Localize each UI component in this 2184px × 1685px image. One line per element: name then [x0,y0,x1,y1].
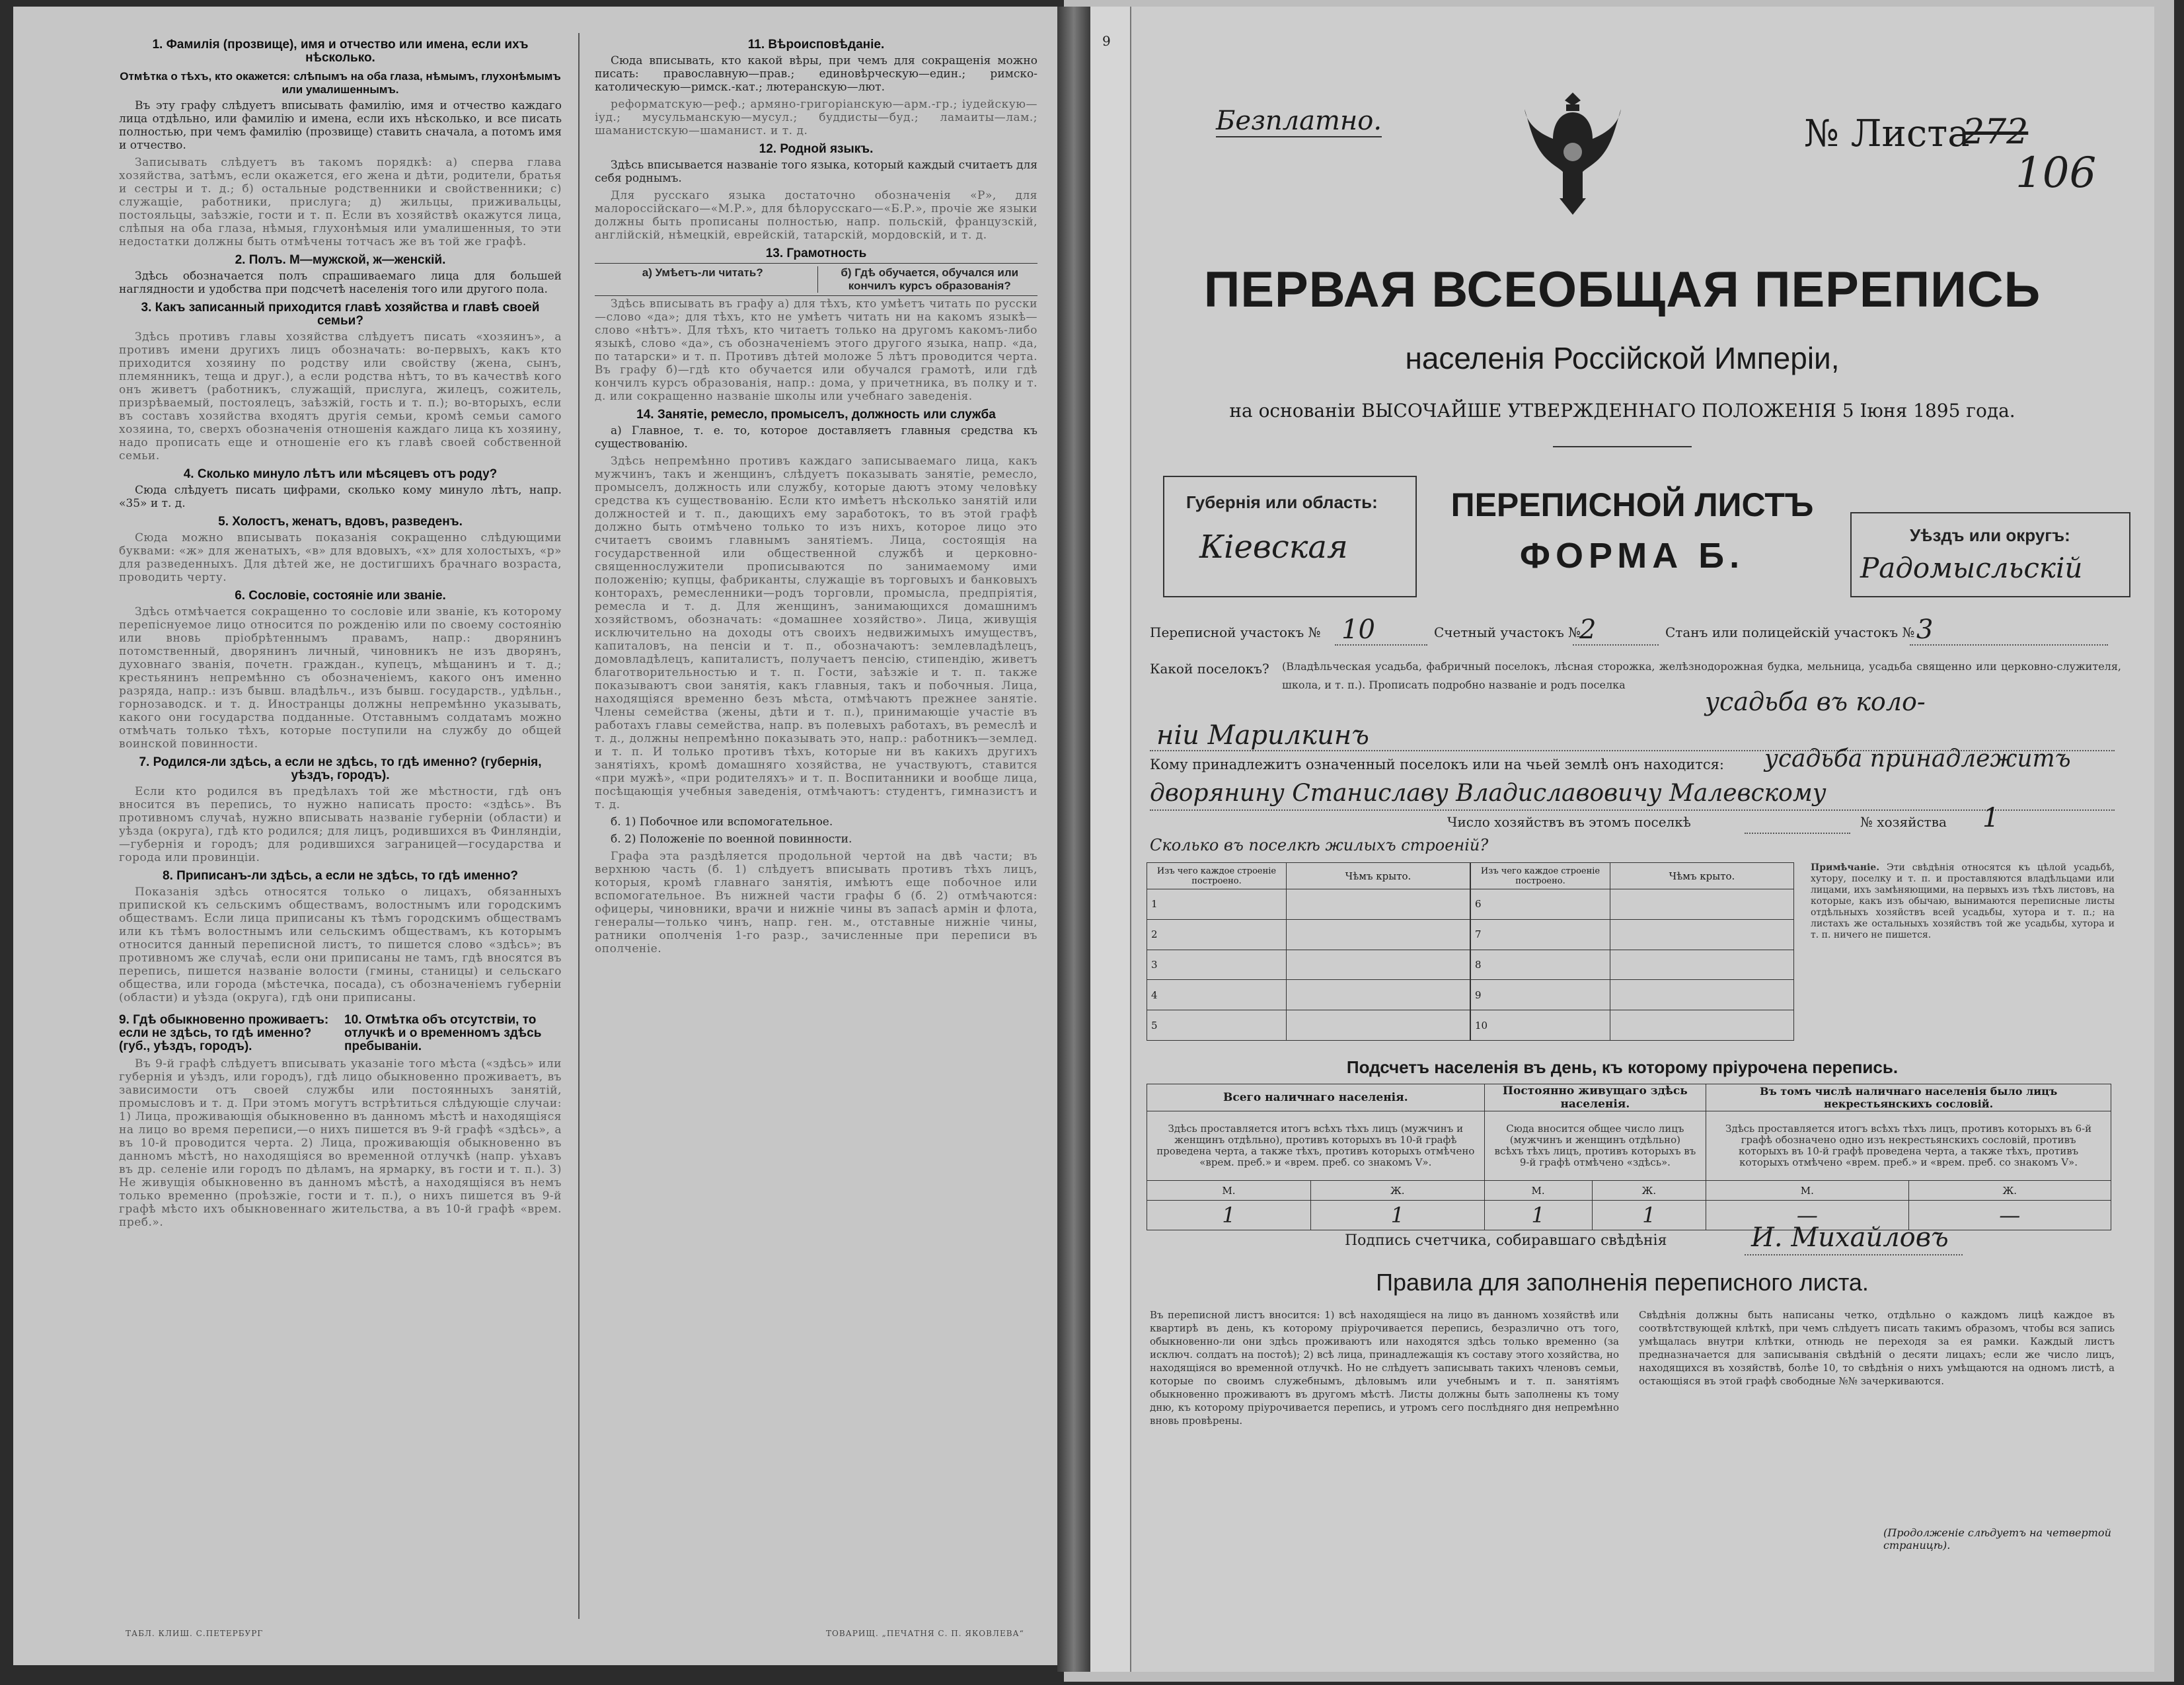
buildings-label: Сколько въ поселкѣ жилыхъ строеній? [1150,836,1489,854]
section-11-heading: 11. Вѣроисповѣданіе. [747,38,885,52]
section-1-note: Отмѣтка о тѣхъ, кто окажется: слѣпымъ на оба глаза, нѣмымъ, глухонѣмымъ или умалишеннымъ. [120,70,561,96]
section-1-body: Записывать слѣдуетъ въ такомъ порядкѣ: а) сперва глава хозяйства, затѣмъ, если окажется, его жена и дѣти, родители, братья и сестры и т. д.; б) остальные родственники и свойственники; с) служащіе, работники, прислуга; д) жильцы, приживальцы, постояльцы, заѣзжіе, гости и т. п. Если въ хозяйствѣ окажутся лица, слѣпыя на оба глаза, нѣмыя, глухонѣмыя или умалишенныя, то эти недостатки должны быть отмѣчены тотчасъ же въ той же графѣ. [119,156,562,248]
building-roof-cell[interactable] [1287,889,1470,920]
margin-strip [1090,7,1131,1672]
census-area-label: Переписной участокъ № [1150,624,1321,640]
census-basis: на основаніи ВЫСОЧАЙШЕ УТВЕРЖДЕННАГО ПОЛОЖЕНІЯ 5 Іюня 1895 года. [1229,400,2015,422]
owner-value-line1[interactable]: усадьба принадлежитъ [1764,745,2071,772]
section-14-heading: 14. Занятіе, ремесло, промыселъ, должность или служба [636,408,996,422]
rules-title: Правила для заполненія переписного листа. [1376,1269,1869,1296]
tally-nonpeasant-female[interactable]: — [1908,1201,2111,1230]
section-8-body: Показанія здѣсь относятся только о лицахъ, обязанныхъ припиской къ сельскимъ обществамъ, волостнымъ или городскимъ обществамъ. Если лица приписаны къ тѣмъ городскимъ обществамъ или къ тѣмъ волостнымъ или сельскимъ обществамъ, къ которымъ относится данный переписной листъ, то пишется слово «здѣсь»; въ противномъ же случаѣ, если они приписаны не тамъ, гдѣ вносятся въ перепись, пишется названіе волости (гмины, станицы) и сельскаго общества, или города (мѣстечка, посада), съ обозначеніемъ губерніи (области) и уѣзда (округа), гдѣ они приписаны. [119,885,562,1004]
households-label: Число хозяйствъ въ этомъ поселкѣ [1447,814,1691,830]
census-subtitle: населенія Россійской Имперіи, [1405,341,1840,375]
building-roof-cell[interactable] [1610,980,1794,1010]
census-area-value[interactable]: 10 [1341,615,1375,645]
building-roof-header: Чѣмъ крыто. [1287,863,1470,889]
building-row-num: 4 [1147,980,1287,1010]
section-4-heading: 4. Сколько минуло лѣтъ или мѣсяцевъ отъ роду? [183,467,498,481]
section-12-body: Для русскаго языка достаточно обозначенія «Р», для малороссійскаго—«М.Р.», для бѣлорусскаго—«Б.Р.», прочіе же языки должны быть прописаны полностью, напр. польскій, французскій, англійскій, нѣмецкій, еврейскій, татарскій, мордовскій, и т. д. [595,189,1037,242]
building-roof-cell[interactable] [1610,950,1794,980]
building-roof-cell[interactable] [1287,950,1470,980]
buildings-note [1811,862,2115,941]
building-row-num: 1 [1147,889,1287,920]
section-5-body: Сюда можно вписывать показанія сокращенно слѣдующими буквами: «ж» для женатыхъ, «в» для вдовыхъ, «х» для холостыхъ, «р» для разведенныхъ. Для дѣтей же, не достигшихъ брачнаго возраста, проводить черту. [119,531,562,584]
female-header: Ж. [1908,1181,2111,1201]
dotline [1335,644,1427,646]
section-11-body: реформатскую—реф.; армяно-григоріанскую—арм.-гр.; іудейскую—іуд.; мусульманскую—мусул.; буддисты—буд.; ламаиты—лам.; шаманистскую—шаманист. и т. д. [595,98,1037,137]
section-6-heading: 6. Сословіе, состояніе или званіе. [235,589,446,603]
form-b-title: ФОРМА Б. [1519,536,1745,576]
sheet-number-label: № Листа [1804,112,1970,155]
section-12-text: Здѣсь вписывается названіе того языка, который каждый считаетъ для себя роднымъ. [595,159,1037,185]
section-3-body: Здѣсь противъ главы хозяйства слѣдуетъ писать «хозяинъ», а противъ имени другихъ лицъ обозначать: во-первыхъ, какъ кто приходится хозяину по родству или свойству (жена, сынъ, племянникъ, теща и друг.), а если родства нѣтъ, то въ качествѣ кого онъ живетъ (работникъ, служащій, прислуга, жилецъ, сожитель, призрѣваемый, постоялецъ, заѣзжій, гость и т. п.); во-вторыхъ, если въ составъ хозяйства входятъ другія семьи, кромѣ семьи самого хозяина, то, сверхъ обозначенія отношенія каждаго лица къ хозяину, надо прописать еще и отношеніе его къ главѣ своей собственной семьи. [119,330,562,463]
section-2-text: Здѣсь обозначается полъ спрашиваемаго лица для большей наглядности и удобства при подсчетѣ населенія того или другого пола. [119,270,562,296]
section-8-heading: 8. Приписанъ-ли здѣсь, а если не здѣсь, то гдѣ именно? [163,869,518,883]
imperial-eagle-icon [1523,86,1622,218]
building-roof-cell[interactable] [1610,1010,1794,1041]
province-value[interactable]: Кіевская [1199,529,1348,566]
sheet-number-value: 272 [1963,112,2029,152]
section-2-heading: 2. Полъ. М—мужской, ж—женскій. [235,253,446,267]
household-number-label: № хозяйства [1860,814,1947,830]
section-9-body: Въ 9-й графѣ слѣдуетъ вписывать указаніе того мѣста («здѣсь» или губернія и уѣздъ, или городъ), гдѣ лицо обыкновенно проживаетъ, въ зависимости отъ своей службы или постоянныхъ занятій, промысловъ и т. д. При этомъ могутъ встрѣтиться слѣдующіе случаи: 1) Лица, проживающія обыкновенно въ данномъ мѣстѣ и находящіяся на лицо во время переписи,—о нихъ пишется въ 9-й графѣ «здѣсь», а въ 10-й проводится черта. 2) Лица, проживающія обыкновенно въ данномъ мѣстѣ, но находящіяся во временной отлучкѣ (напр. уѣхавъ въ др. селеніе или городъ по дѣламъ, на ярмарку, въ гости и т. п.). 3) Не живущія обыкновенно въ данномъ мѣстѣ, а находящіяся въ немъ только временно (проѣзжіе, гости и т. п.), о нихъ пишется въ 9-й графѣ мѣсто ихъ обыкновеннаго жительства, а въ 10-й графѣ «врем. преб.». [119,1057,562,1229]
column-divider [578,33,580,1619]
rules-footer: (Продолженіе слѣдуетъ на четвертой страницѣ). [1883,1526,2111,1552]
buildings-table-right [1470,862,1794,1041]
section-14-body: Здѣсь непремѣнно противъ каждаго записываемаго лица, какъ мужчинъ, такъ и женщинъ, слѣдуетъ показывать занятіе, ремесло, промыселъ, должность или службу, которые даютъ этому человѣку средства къ существованію. Если кто имѣетъ нѣсколько занятій или должностей и т. п., дающихъ ему заработокъ, то въ этой графѣ должно быть отмѣчено только то изъ нихъ, которое лицо это считаетъ своимъ главнымъ занятіемъ. Лица, состоящія на государственной или общественной службѣ и церковно-священнослужители прописываются по занимаемому ими положенію; купцы, фабриканты, служащіе въ торговыхъ и банковыхъ конторахъ, ремесленники—родъ торговли, промысла, предпріятія, ремесла и т. д. Для женщинъ, занимающихся домашнимъ хозяйствомъ, обозначать: «домашнее хозяйство». Лица, живущія исключительно на доходы отъ своихъ недвижимыхъ имуществъ, капиталовъ, на пенсіи и т. п., обозначаютъ: землевладѣлецъ, домовладѣлецъ, капиталистъ, получаетъ пенсію, стипендію, живетъ благотворительностью и т. п. Гости, заѣзжіе и т. п. также показываютъ свои занятія, какъ главныя, такъ и побочныя. Лица, находящіяся временно безъ мѣста, отмѣчаютъ прежнее занятіе. Члены семейства (жены, дѣти и т. п.), принимающіе участіе въ работахъ главы семейства, напр. въ полевыхъ работахъ, въ ремеслѣ и т. д., должны непремѣнно показывать это, напр.: работникъ—землед. и т. п. И только противъ тѣхъ, которые ни въ какихъ другихъ занятіяхъ, кромѣ домашняго хозяйства, не участвуютъ, ставится «при мужѣ», «при родителяхъ» и т. п. Воспитанники и вообще лица, посѣщающія учебныя заведенія, отмѣчаютъ: студентъ, гимназистъ и т. д. [595,455,1037,811]
owner-label: Кому принадлежитъ означенный поселокъ или на чьей землѣ онъ находится: [1150,757,1724,772]
signature-value[interactable]: И. Михайловъ [1751,1222,1949,1253]
building-material-header: Изъ чего каждое строеніе построено. [1147,863,1287,889]
book-gutter [1057,7,1090,1672]
section-9-heading: 9. Гдѣ обыкновенно проживаетъ: если не здѣсь, то гдѣ именно? (губ., уѣздъ, городъ). [119,1013,329,1053]
margin-page-number: 9 [1102,33,1111,49]
tally-permanent-male[interactable]: 1 [1484,1201,1592,1230]
instructions-column-1 [119,33,562,1233]
male-header: М. [1484,1181,1592,1201]
section-6-body: Здѣсь отмѣчается сокращенно то сословіе или званіе, къ которому перепіснуемое лицо относится по рожденію или по своему состоянію или вновь пріобрѣтеннымъ правамъ, напр.: дворянинъ потомственный, дворянинъ личный, чиновникъ не изъ дворянъ, духовнаго званія, почетн. граждан., купецъ, мѣщанинъ и т. д.; крестьянинъ непремѣнно съ обозначеніемъ, какого онъ именно разряда, напр.: изъ бывш. владѣльч., изъ бывш. государств., удѣльн., горнозаводск. и т. д. Иностранцы должны непремѣнно указывать, какого они государства подданные. Отставнымъ солдатамъ можно отмѣчать только тѣхъ, которые поступили на службу до общей воинской повинности. [119,605,562,751]
building-row-num: 5 [1147,1010,1287,1041]
title-rule [1553,446,1692,447]
building-row-num: 3 [1147,950,1287,980]
settlement-label: Какой поселокъ? [1150,661,1269,677]
owner-value-line2[interactable]: дворянину Станиславу Владиславовичу Малевскому [1150,780,1826,807]
building-row-num: 7 [1471,919,1610,950]
section-12-heading: 12. Родной языкъ. [759,142,874,156]
tally-nonpeasant-male[interactable]: — [1706,1201,1908,1230]
section-1-heading: 1. Фамилія (прозвище), имя и отчество или имена, если ихъ нѣсколько. [152,38,529,65]
female-header: Ж. [1592,1181,1706,1201]
police-area-value[interactable]: 3 [1916,615,1934,645]
section-14-military-body: Графа эта раздѣляется продольной чертой на двѣ части; въ верхнюю часть (б. 1) слѣдуетъ вписывать противъ тѣхъ лицъ, которыя, кромѣ главнаго занятія, имѣютъ еще побочное или вспомогательное. Въ нижней части графы б (б. 2) отмѣчаются: офицеры, чиновники, врачи и нижніе чины въ запасѣ армін и флота, генералы—только чинъ, напр. ген. м., отставные нижніе чины, ратники ополченія 1-го разр., зачисленные при переписи въ ополченіе. [595,850,1037,955]
female-header: Ж. [1310,1181,1484,1201]
tally-nonpeasant-text: Здѣсь проставляется итогъ всѣхъ тѣхъ лицъ, противъ которыхъ въ 6-й графѣ обозначено одно изъ некрестьянскихъ сословій, противъ которыхъ въ 10-й графѣ проведена черта, а также тѣхъ, противъ которыхъ отмѣчено «врем. преб.» и «врем. преб. со знакомъ V». [1706,1111,2111,1181]
building-row-num: 8 [1471,950,1610,980]
section-7-body: Если кто родился въ предѣлахъ той же мѣстности, гдѣ онъ вносится въ перепись, то нужно написать просто: «здѣсь». Въ противномъ случаѣ, нужно вписывать названіе губерніи (области) и уѣзда (округа), гдѣ кто родился; для лицъ, родившихся въ Финляндіи,—губернія и городъ; для родившихся заграницей—государства и города или провинціи. [119,785,562,864]
building-row-num: 9 [1471,980,1610,1010]
tally-total-female[interactable]: 1 [1310,1201,1484,1230]
dotline [1745,833,1850,834]
dotline [1573,644,1659,646]
section-11-text: Сюда вписывать, кто какой вѣры, при чемъ для сокращенія можно писать: православную—прав.; единовѣрческую—един.; римско-католическую—римск.-кат.; лютеранскую—лют. [595,54,1037,94]
building-roof-cell[interactable] [1287,919,1470,950]
section-13-heading: 13. Грамотность [765,246,867,260]
tally-total-header: Всего наличнаго населенія. [1147,1084,1485,1111]
section-13b-heading: б) Гдѣ обучается, обучался или кончилъ курсъ образованія? [817,266,1038,293]
tally-total-male[interactable]: 1 [1147,1201,1311,1230]
signature-label: Подпись счетчика, собиравшаго свѣдѣнія [1345,1232,1667,1249]
tally-permanent-text: Сюда вносится общее число лицъ (мужчинъ и женщинъ отдѣльно) всѣхъ тѣхъ лицъ, противъ которыхъ въ 9-й графѣ отмѣчено «здѣсь». [1484,1111,1706,1181]
right-imprint: ТОВАРИЩ. „ПЕЧАТНЯ С. П. ЯКОВЛЕВА“ [826,1629,1024,1638]
tally-title: Подсчетъ населенія въ день, къ которому пріурочена перепись. [1346,1057,1899,1077]
male-header: М. [1147,1181,1311,1201]
rules-right-column: Свѣдѣнія должны быть написаны четко, отдѣльно о каждомъ лицѣ каждое въ соотвѣтствующей клѣткѣ, при чемъ слѣдуетъ писать такимъ образомъ, чтобы вся запись умѣщалась внутри клѣтки, отнюдь не переходя за ея рамки. Каждый листъ предназначается для записыванія свѣдѣній о десяти лицахъ; если же число лицъ, находящихся въ хозяйствѣ, болѣе 10, то свѣдѣнія о нихъ умѣщаются на одномъ листѣ, а остающіяся въ этой графѣ свободные №№ зачеркиваются. [1639,1309,2115,1387]
building-row-num: 10 [1471,1010,1610,1041]
section-14b-heading: б. 1) Побочное или вспомогательное. [611,815,833,829]
building-roof-cell[interactable] [1610,889,1794,920]
section-5-heading: 5. Холостъ, женатъ, вдовъ, разведенъ. [218,515,463,529]
note-text: Эти свѣдѣнія относятся къ цѣлой усадьбѣ, хутору, поселку и т. п. и проставляются владѣльцами или лицами, ихъ замѣняющими, на первыхъ изъ тѣхъ листовъ, на которые, какъ изъ обычаю, вынимаются переписные листы отдѣльныхъ хозяйствъ всей усадьбы, хутора и т. п.; на листахъ же остальныхъ хозяйствъ той же усадьбы, хутора и т. п. ничего не пишется. [1811,862,2115,940]
counting-area-label: Счетный участокъ № [1434,624,1581,640]
tally-permanent-female[interactable]: 1 [1592,1201,1706,1230]
tally-nonpeasant-header: Въ томъ числѣ наличнаго населенія было лицъ некрестьянскихъ сословій. [1706,1084,2111,1111]
tally-permanent-header: Постоянно живущаго здѣсь населенія. [1484,1084,1706,1111]
building-roof-cell[interactable] [1287,1010,1470,1041]
note-title: Примѣчаніе. [1811,862,1880,873]
police-area-label: Станъ или полицейскій участокъ № [1665,624,1915,640]
district-label: Уѣздъ или округъ: [1910,525,2070,545]
building-material-header: Изъ чего каждое строеніе построено. [1471,863,1610,889]
instructions-column-2 [595,33,1037,959]
left-imprint: ТАБЛ. КЛИШ. С.ПЕТЕРБУРГ [126,1629,264,1638]
dotline [1910,644,2108,646]
section-3-heading: 3. Какъ записанный приходится главѣ хозяйства и главѣ своей семьи? [141,301,540,328]
section-13a-heading: а) Умѣетъ-ли читать? [642,266,763,279]
settlement-value-line2[interactable]: ніи Марилкинъ [1156,720,1369,751]
buildings-table-left [1147,862,1470,1041]
free-of-charge-stamp: Безплатно. [1216,106,1382,136]
building-roof-cell[interactable] [1287,980,1470,1010]
settlement-hint: (Владѣльческая усадьба, фабричный поселокъ, лѣсная сторожка, желѣзнодорожная будка, мельница, усадьба священно или церковно-служителя, школа, и т. п.). Прописать подробно названіе и родъ поселка [1282,660,2121,691]
form-title: ПЕРЕПИСНОЙ ЛИСТЪ [1450,486,1814,523]
province-label: Губернія или область: [1186,492,1378,512]
archive-page-number: 106 [2015,149,2097,198]
section-13-body: Здѣсь вписывать въ графу а) для тѣхъ, кто умѣетъ читать по русски—слово «да»; для тѣхъ, кто не умѣетъ читать ни на какомъ языкѣ—слово «нѣтъ». Для тѣхъ, кто читаетъ только на другомъ какомъ-либо языкѣ, слово «да», съ обозначеніемъ этого другого языка, напр. «да, по татарски» и т. п. Противъ дѣтей моложе 5 лѣтъ проводится черта. Въ графу б)—гдѣ кто обучается или обучался грамотѣ, или гдѣ кончилъ курсъ образованія, напр.: дома, у причетника, въ полку и т. д. или сокращенно названіе школы или учебнаго заведенія. [595,297,1037,403]
left-instructions-page [13,7,1057,1665]
tally-total-text: Здѣсь проставляется итогъ всѣхъ тѣхъ лицъ (мужчинъ и женщинъ отдѣльно), противъ которыхъ въ 10-й графѣ проведена черта, а также тѣхъ, противъ которыхъ отмѣчено «врем. преб.» и «врем. преб. со знакомъ V». [1147,1111,1485,1181]
dotline [1150,809,2115,811]
district-value[interactable]: Радомысльскій [1860,552,2083,584]
building-row-num: 6 [1471,889,1610,920]
settlement-value-line1[interactable]: усадьба въ коло- [1705,687,1926,716]
section-4-text: Сюда слѣдуетъ писать цифрами, сколько кому минуло лѣтъ, напр. «35» и т. д. [119,484,562,510]
dotline [1745,1254,1963,1255]
rules-left-column: Въ переписной листъ вносится: 1) всѣ находящіеся на лицо въ данномъ хозяйствѣ или квартирѣ въ день, къ которому пріурочивается перепись, безразлично отъ того, обыкновенно-ли они здѣсь проживаютъ или находятся здѣсь только временно (за исключ. солдатъ на постоѣ); 2) всѣ лица, принадлежащія къ составу этого хозяйства, но находящіяся во временной отлучкѣ. Но не слѣдуетъ записывать такихъ членовъ семьи, которые по своимъ служебнымъ, дѣловымъ или учебнымъ и т. п. занятіямъ обыкновенно проживаютъ въ другомъ мѣстѣ. Листы должны быть заполнены къ тому дню, къ которому пріурочивается перепись, и утромъ сего послѣдняго дня непремѣнно вновь провѣрены. [1150,1309,1619,1427]
census-form-page [1090,7,2154,1672]
building-row-num: 2 [1147,919,1287,950]
section-14-text: а) Главное, т. е. то, которое доставляетъ главныя средства къ существованію. [595,424,1037,451]
counting-area-value[interactable]: 2 [1579,615,1597,645]
male-header: М. [1706,1181,1908,1201]
building-roof-cell[interactable] [1610,919,1794,950]
building-roof-header: Чѣмъ крыто. [1610,863,1794,889]
section-7-heading: 7. Родился-ли здѣсь, а если не здѣсь, то гдѣ именно? (губернія, уѣздъ, городъ). [139,755,542,782]
census-title: ПЕРВАЯ ВСЕОБЩАЯ ПЕРЕПИСЬ [1203,262,2041,318]
section-14c-heading: б. 2) Положеніе по военной повинности. [611,833,852,846]
section-1-text: Въ эту графу слѣдуетъ вписывать фамилію, имя и отчество каждаго лица отдѣльно, или фамилію и имена, если ихъ нѣсколько, и все писать полностью, при чемъ фамилію (прозвище) ставить сначала, а потомъ имя и отчество. [119,99,562,152]
section-10-heading: 10. Отмѣтка объ отсутствіи, то отлучкѣ и о временномъ здѣсь пребываніи. [344,1013,542,1053]
household-number-value[interactable]: 1 [1982,803,2000,833]
tally-table [1147,1084,2111,1230]
